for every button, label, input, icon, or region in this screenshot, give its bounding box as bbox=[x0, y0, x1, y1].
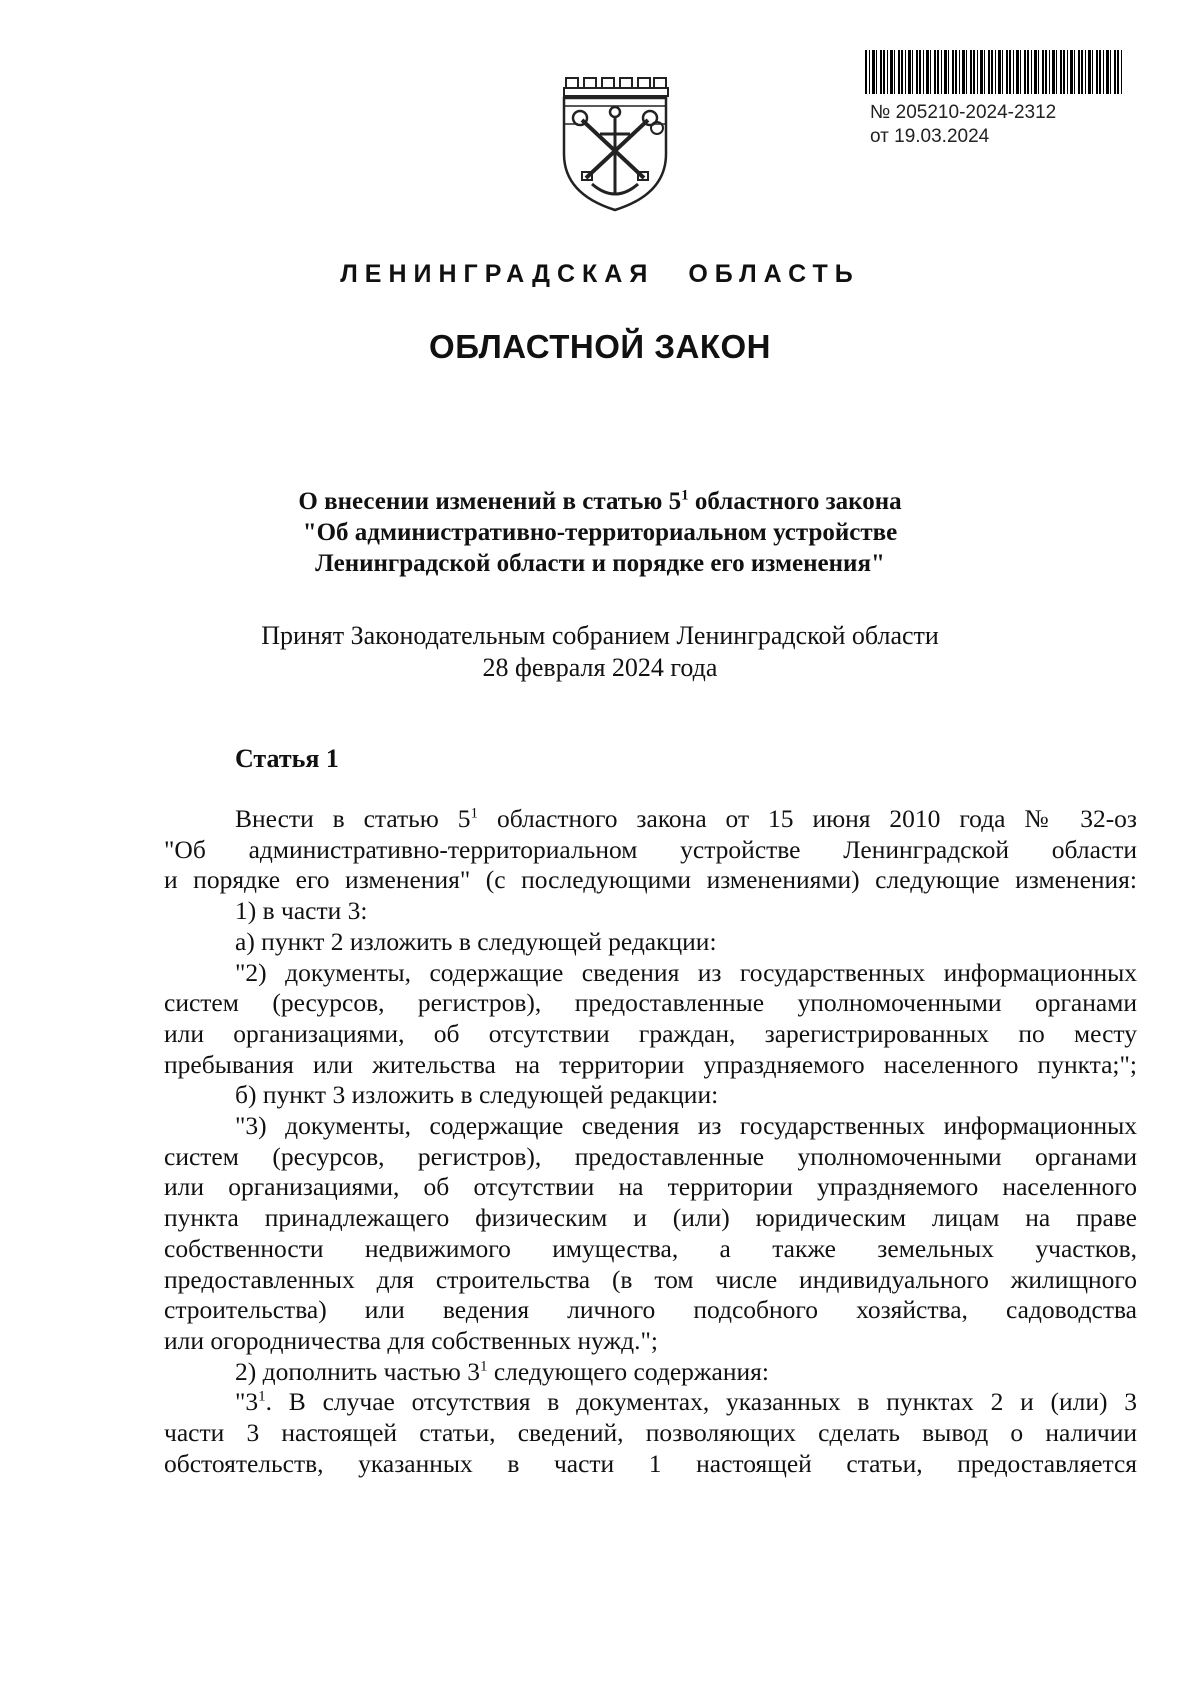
law-title-line-2: "Об административно-территориальном устройстве bbox=[302, 519, 898, 546]
body-line: и порядке его изменения" (с последующими изменениями) следующие изменения: bbox=[164, 865, 1137, 895]
body-line: пребывания или жительства на территории упраздняемого населенного пункта;"; bbox=[164, 1049, 1137, 1079]
body-line: "3) документы, содержащие сведения из государственных информационных bbox=[235, 1111, 1137, 1141]
region-heading bbox=[0, 260, 1200, 289]
body-line: собственности недвижимого имущества, а также земельных участков, bbox=[164, 1233, 1137, 1263]
registration-block bbox=[870, 101, 1056, 149]
body-line: "Об административно-территориальном устройстве Ленинградской области bbox=[164, 834, 1137, 864]
barcode bbox=[865, 50, 1123, 94]
law-title-line-1: О внесении изменений в статью $5^1$ областного закона bbox=[298, 487, 902, 515]
coat-of-arms-emblem bbox=[560, 76, 670, 212]
body-line: 2) дополнить частью $3^1$ следующего содержания: bbox=[235, 1356, 769, 1386]
body-line: пункта принадлежащего физическим и (или) юридическим лицам на праве bbox=[164, 1203, 1137, 1233]
body-line: обстоятельств, указанных в части 1 настоящей статьи, предоставляется bbox=[164, 1448, 1137, 1478]
body-line: или организациями, об отсутствии граждан, зарегистрированных по месту bbox=[164, 1018, 1137, 1048]
adoption-line-1: Принят Законодательным собранием Ленинградской области bbox=[261, 621, 939, 650]
article-body bbox=[164, 804, 1137, 1479]
region-word-2: ОБЛАСТЬ bbox=[688, 260, 860, 288]
body-line: 1) в части 3: bbox=[235, 896, 368, 926]
body-line: "2) документы, содержащие сведения из государственных информационных bbox=[235, 957, 1137, 987]
article-heading: Статья 1 bbox=[235, 744, 339, 773]
body-line: б) пункт 3 изложить в следующей редакции: bbox=[235, 1080, 719, 1110]
body-line: Внести в статью $5^1$ областного закона от 15 июня 2010 года № 32-оз bbox=[235, 804, 1138, 833]
registration-number: № 205210-2024-2312 bbox=[870, 102, 1057, 123]
law-title-line-3: Ленинградской области и порядке его изменения" bbox=[315, 550, 885, 577]
law-title bbox=[150, 486, 1050, 579]
body-line: систем (ресурсов, регистров), предоставленные уполномоченными органами bbox=[164, 1141, 1137, 1171]
body-line: части 3 настоящей статьи, сведений, позволяющих сделать вывод о наличии bbox=[164, 1418, 1137, 1448]
body-line: или организациями, об отсутствии на территории упраздняемого населенного bbox=[164, 1172, 1137, 1202]
body-line: строительства) или ведения личного подсобного хозяйства, садоводства bbox=[164, 1295, 1137, 1325]
body-line: или огородничества для собственных нужд."; bbox=[164, 1325, 658, 1355]
body-line: систем (ресурсов, регистров), предоставленные уполномоченными органами bbox=[164, 988, 1137, 1018]
law-type-heading: ОБЛАСТНОЙ ЗАКОН bbox=[429, 328, 771, 365]
body-line: предоставленных для строительства (в том числе индивидуального жилищного bbox=[164, 1264, 1137, 1294]
body-line: а) пункт 2 изложить в следующей редакции: bbox=[235, 926, 717, 956]
region-word-1: ЛЕНИНГРАДСКАЯ bbox=[340, 260, 655, 288]
body-line: "$3^1$. В случае отсутствия в документах, указанных в пунктах 2 и (или) 3 bbox=[235, 1387, 1137, 1417]
adoption-note bbox=[150, 620, 1050, 684]
registration-date: от 19.03.2024 bbox=[870, 126, 990, 147]
adoption-date: 28 февраля 2024 года bbox=[482, 653, 718, 682]
